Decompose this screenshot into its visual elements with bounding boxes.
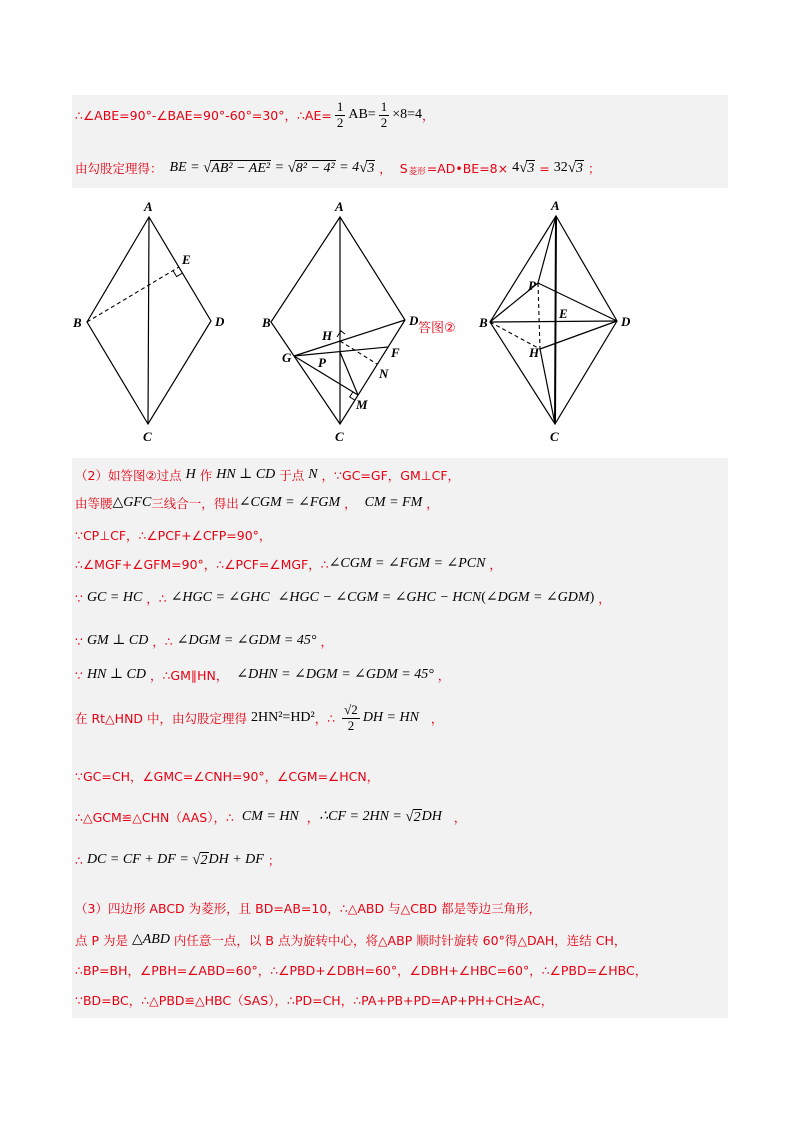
- fraction: [335, 100, 346, 131]
- fraction-numerator: √2: [344, 701, 358, 717]
- vertex-label: F: [391, 345, 400, 360]
- vertex-label: D: [621, 314, 631, 329]
- text-run: ∵BD=BC，∴△PBD≌△HBC（SAS），∴PD=CH，∴PA+PB+PD=AP+PH+CH≥AC，: [75, 992, 554, 1008]
- math-run: DH: [421, 808, 442, 824]
- radical-sign: √: [405, 808, 414, 825]
- math-run: DC = CF + DF =: [86, 851, 193, 867]
- vertex-label: B: [262, 315, 271, 330]
- math-run: DH = HN: [362, 709, 419, 725]
- radicand: 2: [200, 852, 208, 868]
- math-run: ∠CGM = ∠FGM: [238, 494, 341, 510]
- text-run: 作: [195, 467, 217, 483]
- square-root: [288, 160, 336, 177]
- solution-line: [75, 98, 722, 130]
- text-run: 内任意一点，以 B 点为旋转中心，将△ABP 顺时针旋转 60°得△DAH，连结 CH，: [169, 932, 627, 948]
- math-run: ): [589, 589, 595, 605]
- text-run: ，: [422, 107, 435, 123]
- radical-sign: √: [519, 159, 528, 176]
- math-run: DH + DF: [208, 851, 264, 867]
- rhombus-outline: [490, 216, 617, 424]
- right-angle-mark: [337, 331, 345, 337]
- text-run: ∵: [75, 590, 87, 606]
- text-run: ，∵GC=GF，GM⊥CF，: [317, 467, 461, 483]
- radicand: 3: [527, 160, 535, 176]
- math-run: ∠DHN = ∠DGM = ∠GDM = 45°: [236, 666, 434, 682]
- text-run: ， S: [375, 160, 408, 176]
- text-run: ，: [594, 590, 611, 606]
- text-run: ，: [418, 710, 444, 726]
- math-run: ∠HGC − ∠CGM = ∠GHC − HCN: [277, 589, 482, 605]
- text-run: ，: [441, 809, 467, 825]
- text-run: ，: [485, 556, 502, 572]
- math-run: CM = FM: [364, 494, 423, 510]
- solution-line: [75, 158, 722, 178]
- math-run: (: [481, 589, 486, 605]
- square-root: [359, 160, 375, 177]
- figure-1-rhombus: [72, 199, 225, 444]
- solution-line: [75, 766, 722, 786]
- text-run: ，: [422, 495, 439, 511]
- math-run: ∠CGM = ∠FGM = ∠PCN: [328, 555, 486, 571]
- vertex-label: M: [356, 397, 368, 412]
- vertex-label: P: [528, 278, 536, 293]
- vertex-label: H: [529, 345, 540, 360]
- text-run: 三线合一，得出: [151, 495, 239, 511]
- vertex-label: N: [379, 366, 389, 381]
- math-run: △GFC: [112, 494, 152, 510]
- text-run: （2）如答图②过点: [75, 467, 186, 483]
- segment-pd: [538, 283, 617, 321]
- solution-line: [75, 990, 722, 1010]
- solution-line: [75, 930, 722, 950]
- vertex-label: C: [550, 429, 559, 444]
- segment-pm: [340, 352, 358, 395]
- vertex-label: B: [479, 315, 488, 330]
- text-run: ∵GC=CH，∠GMC=∠CNH=90°，∠CGM=∠HCN，: [75, 768, 380, 784]
- text-run: ；: [263, 852, 281, 868]
- text-run: ，∴: [148, 633, 177, 649]
- solution-line: [75, 465, 722, 485]
- rhombus-outline: [271, 217, 405, 424]
- text-run: ；: [583, 160, 601, 176]
- math-run: ∠DGM = ∠GDM = 45°: [176, 632, 317, 648]
- fraction: [379, 100, 390, 131]
- math-run: = 4: [335, 159, 360, 175]
- text-run: ∴∠MGF+∠GFM=90°，∴∠PCF=∠MGF，∴: [75, 556, 329, 572]
- diagonal-bd: [490, 321, 617, 322]
- figure-2-rhombus: [261, 199, 419, 444]
- segment-gm: [294, 356, 358, 395]
- text-run: ∵: [75, 633, 87, 649]
- radicand: 8² − 4²: [295, 160, 335, 176]
- vertex-label: A: [551, 198, 560, 213]
- square-root: [405, 809, 421, 826]
- vertex-label: A: [335, 199, 344, 214]
- radical-sign: √: [567, 159, 576, 176]
- vertex-label: A: [144, 199, 153, 214]
- text-run: =: [535, 160, 554, 176]
- math-run: GC = HC: [86, 589, 143, 605]
- text-run: （3）四边形 ABCD 为菱形，且 BD=AB=10，∴△ABD 与△CBD 都是等边三角形，: [75, 900, 542, 916]
- fraction-numerator: 1: [336, 98, 344, 114]
- diagonal-ac: [555, 216, 556, 424]
- geometry-figures: [0, 195, 800, 453]
- text-run: 点 P 为是: [75, 932, 132, 948]
- text-run: ，: [298, 809, 320, 825]
- solution-panel-part1: [72, 95, 728, 188]
- solution-line: [75, 898, 722, 918]
- math-run: BE =: [162, 159, 204, 175]
- fraction-denominator: 2: [347, 717, 355, 733]
- vertex-label: E: [182, 252, 191, 267]
- vertex-label: H: [322, 328, 333, 343]
- square-root: [568, 160, 584, 177]
- math-run: ∠HGC = ∠GHC: [170, 589, 270, 605]
- math-run: 32: [553, 159, 568, 175]
- solution-line: [75, 807, 722, 827]
- text-run: ，∴: [142, 590, 171, 606]
- solution-line: [75, 588, 722, 608]
- radicand: 3: [367, 160, 375, 176]
- square-root: [192, 852, 208, 869]
- text-run: 于点: [275, 467, 309, 483]
- vertex-label: C: [143, 429, 152, 444]
- radicand: AB² − AE²: [211, 160, 271, 176]
- solution-line: [75, 554, 722, 574]
- radicand: 3: [575, 160, 583, 176]
- text-run: ，∴GM∥HN，: [146, 667, 237, 683]
- radical-sign: √: [359, 159, 368, 176]
- solution-line: [75, 960, 722, 980]
- text-run: ∴∠ABE=90°-∠BAE=90°-60°=30°，∴AE=: [75, 107, 332, 123]
- solution-line: [75, 850, 722, 870]
- fraction-numerator: 1: [380, 98, 388, 114]
- solution-panel-part2-3: [72, 458, 728, 1018]
- math-run: ∠DGM = ∠GDM: [485, 589, 590, 605]
- vertex-label: E: [559, 306, 568, 321]
- dashed-segment-ph: [538, 283, 540, 349]
- text-run: ∴△GCM≌△CHN（AAS），∴: [75, 809, 242, 825]
- math-run: 4: [512, 159, 520, 175]
- text-run: ，: [433, 667, 451, 683]
- radicand: 2: [413, 809, 421, 825]
- text-run: 菱形: [408, 166, 426, 177]
- dashed-segment-be: [87, 267, 179, 322]
- vertex-label: B: [73, 315, 82, 330]
- vertex-label: P: [318, 355, 326, 370]
- figure-caption: 答图②: [418, 321, 456, 336]
- solution-line: [75, 493, 722, 513]
- math-run: H: [185, 466, 196, 482]
- vertex-label: C: [335, 429, 344, 444]
- solution-line: [75, 525, 722, 545]
- math-run: AB=: [348, 106, 376, 122]
- dashed-segment-hn: [340, 341, 377, 364]
- math-run: N: [308, 466, 318, 482]
- text-run: 由勾股定理得：: [75, 160, 163, 176]
- solution-line: [75, 665, 722, 685]
- math-run: 2HN²=HD²: [251, 709, 315, 725]
- text-run: ∵: [75, 667, 87, 683]
- radical-sign: √: [287, 159, 296, 176]
- fraction-denominator: 2: [336, 114, 344, 130]
- math-run: GM ⊥ CD: [86, 632, 149, 648]
- text-run: ，: [340, 495, 365, 511]
- math-run: HN ⊥ CD: [216, 466, 276, 482]
- math-run: ∴CF = 2HN =: [319, 808, 406, 824]
- math-run: ×8=4: [392, 106, 422, 122]
- diagonal-ac: [148, 217, 149, 424]
- fraction-denominator: 2: [380, 114, 388, 130]
- vertex-label: D: [409, 313, 419, 328]
- text-run: 在 Rt△HND 中，由勾股定理得: [75, 710, 251, 726]
- radical-sign: √: [192, 851, 201, 868]
- text-run: 由等腰: [75, 495, 113, 511]
- text-run: ∵CP⊥CF，∴∠PCF+∠CFP=90°，: [75, 527, 272, 543]
- figure-3-rhombus: [478, 198, 631, 444]
- math-run: △ABD: [131, 931, 170, 947]
- fraction: [342, 703, 360, 734]
- text-run: =AD•BE=8×: [426, 160, 513, 176]
- square-root: [519, 160, 535, 177]
- vertex-label: G: [282, 350, 292, 365]
- segment-ap: [538, 216, 556, 283]
- square-root: [203, 160, 271, 177]
- vertex-label: D: [215, 314, 225, 329]
- segment-hd: [540, 321, 617, 349]
- text-run: [270, 591, 278, 606]
- text-run: ∴BP=BH，∠PBH=∠ABD=60°，∴∠PBD+∠DBH=60°，∠DBH+∠HBC=60°，∴∠PBD=∠HBC，: [75, 962, 648, 978]
- text-run: ∴: [75, 852, 87, 868]
- math-run: CM = HN: [241, 808, 299, 824]
- math-run: =: [271, 159, 288, 175]
- text-run: ，: [316, 633, 333, 649]
- radical-sign: √: [203, 159, 212, 176]
- math-run: HN ⊥ CD: [86, 666, 146, 682]
- text-run: ，∴: [314, 710, 340, 726]
- solution-line: [75, 701, 722, 733]
- solution-line: [75, 631, 722, 651]
